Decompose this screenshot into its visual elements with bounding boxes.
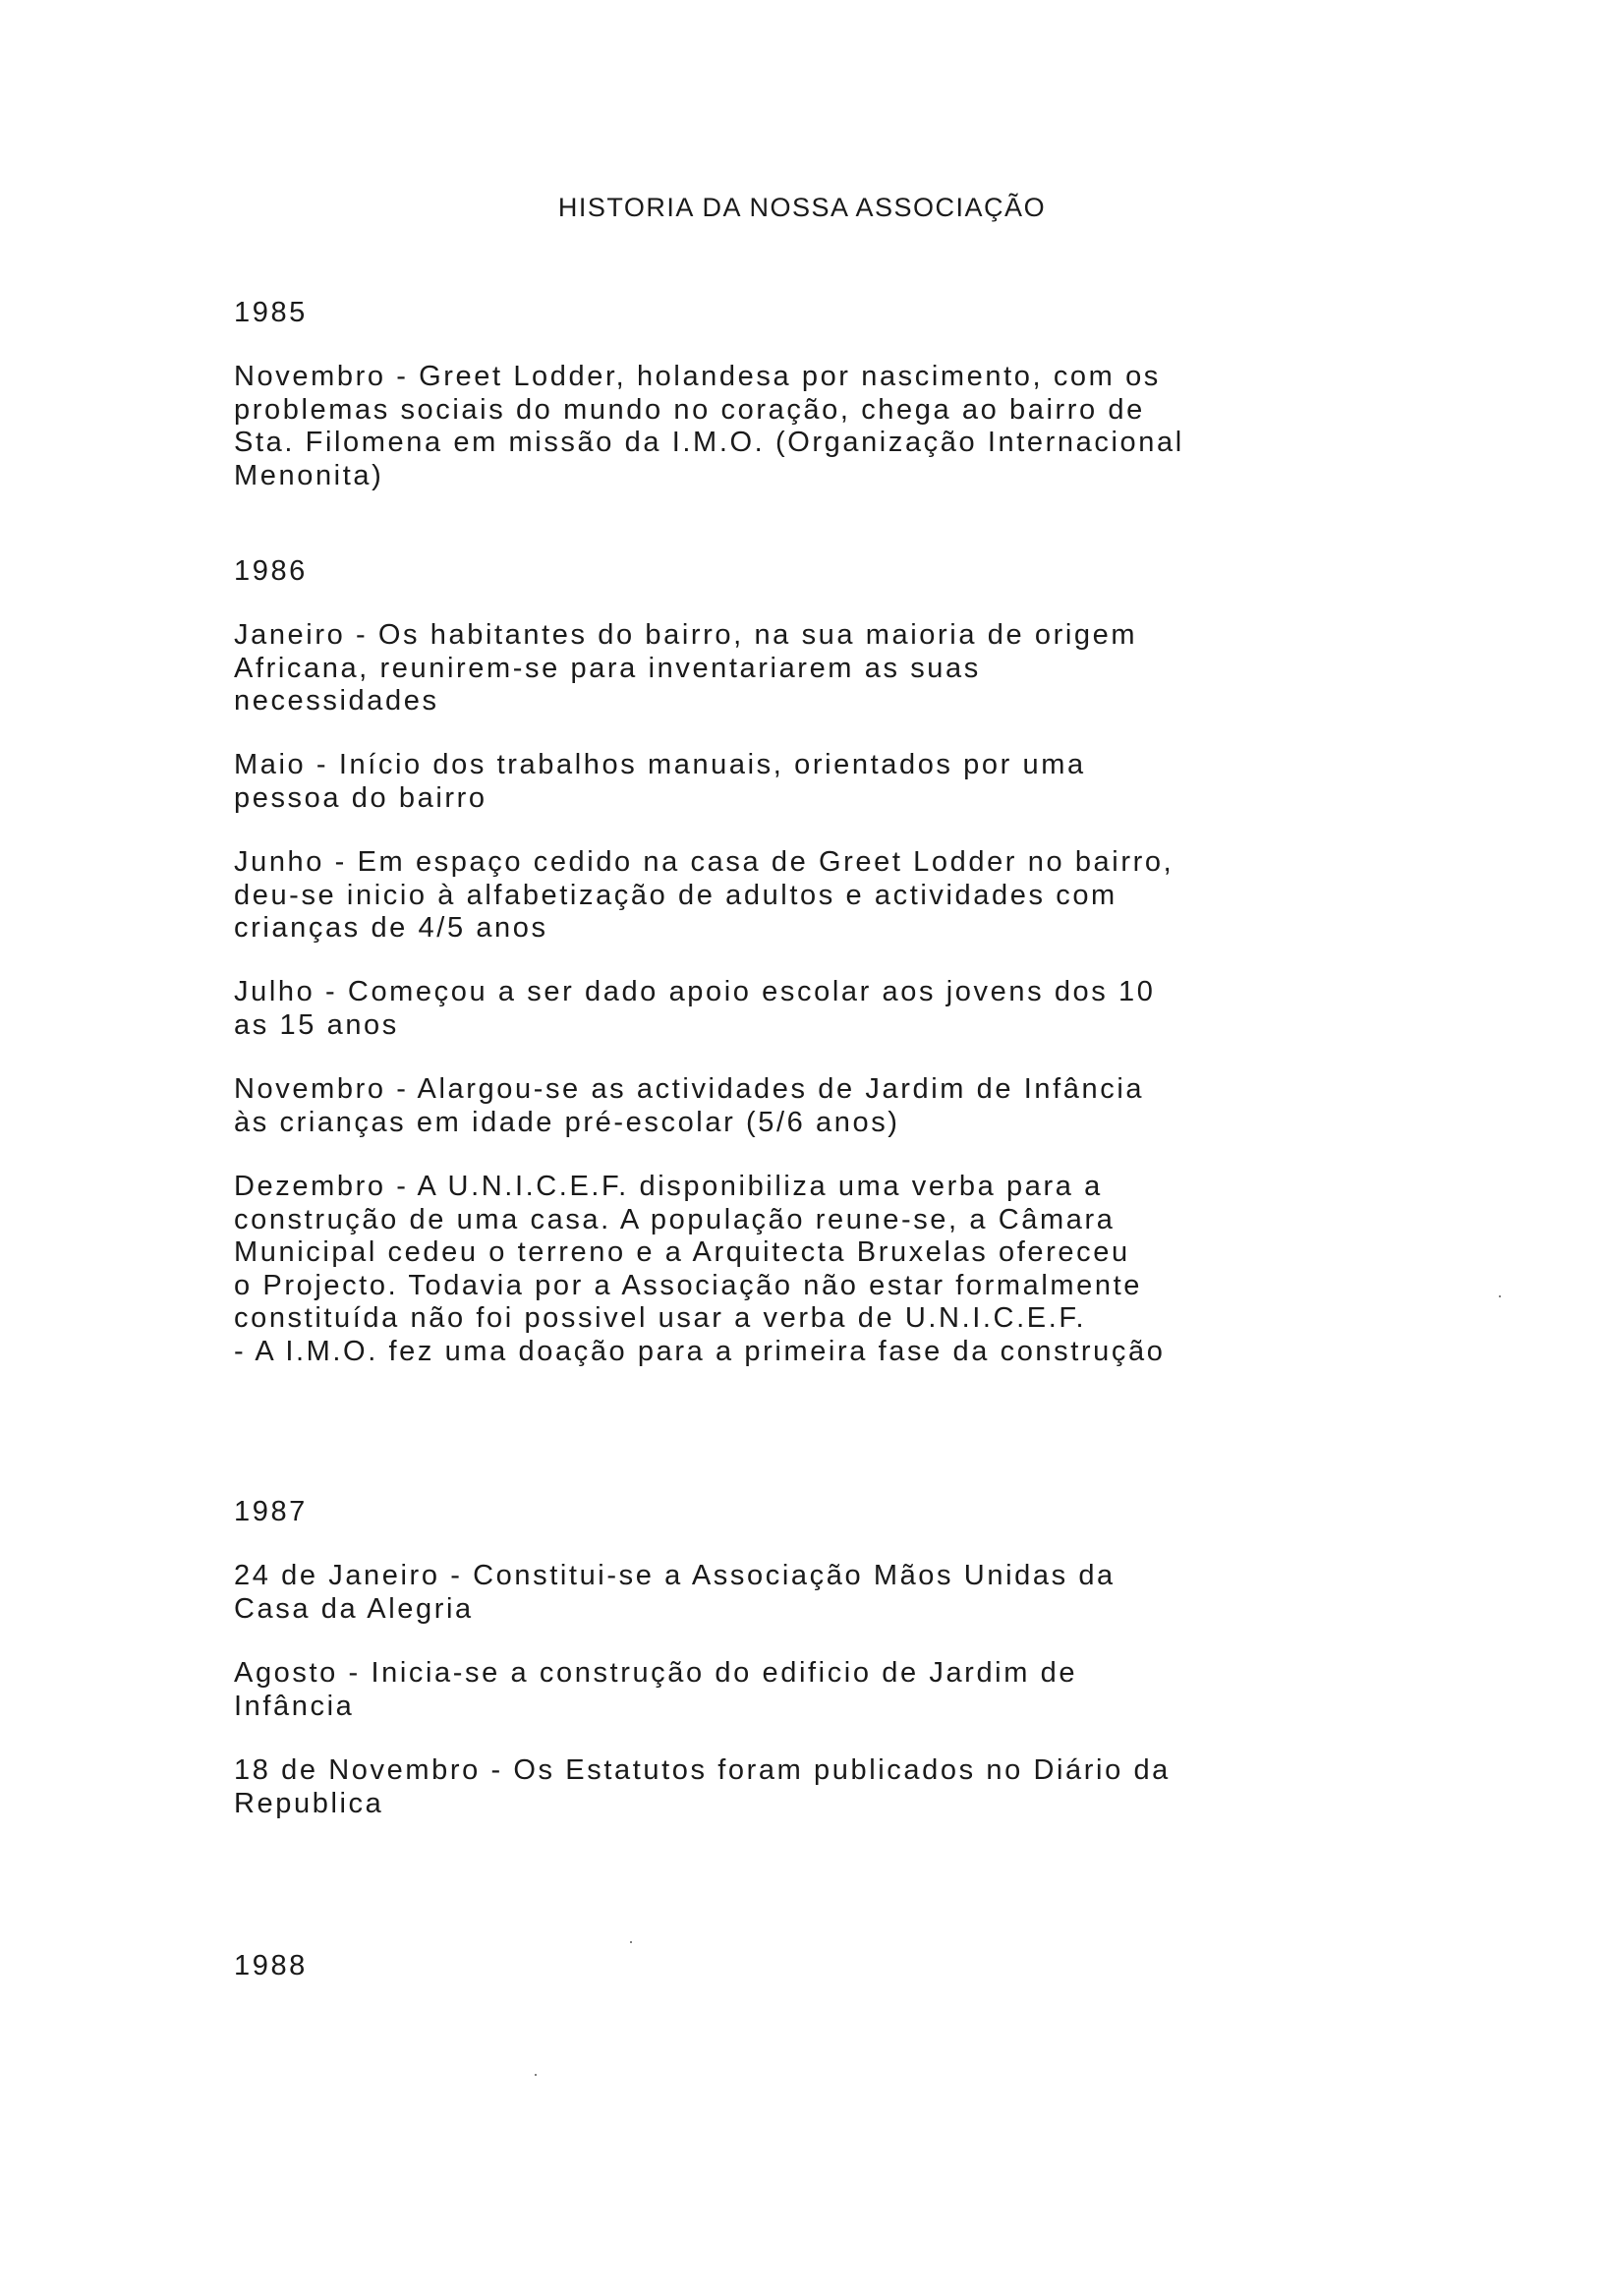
entry-line: Sta. Filomena em missão da I.M.O. (Organização Internacional: [234, 427, 1184, 458]
entry-line: crianças de 4/5 anos: [234, 912, 548, 944]
entry-line: Novembro - Alargou-se as actividades de Jardim de Infância: [234, 1073, 1145, 1105]
entry-line: Municipal cedeu o terreno e a Arquitecta Bruxelas ofereceu: [234, 1236, 1130, 1268]
entry-1986-janeiro: [234, 619, 1443, 718]
year-heading-1988: 1988: [234, 1950, 308, 1981]
year-heading-1985: 1985: [234, 297, 308, 328]
entry-line: - A I.M.O. fez uma doação para a primeira fase da construção: [234, 1335, 1166, 1367]
entry-line: Novembro - Greet Lodder, holandesa por nascimento, com os: [234, 361, 1161, 392]
entry-line: Maio - Início dos trabalhos manuais, orientados por uma: [234, 749, 1086, 780]
entry-line: às crianças em idade pré-escolar (5/6 anos): [234, 1106, 900, 1138]
entry-line: Infância: [234, 1690, 355, 1722]
entry-line: Menonita): [234, 459, 384, 491]
entry-1986-novembro: [234, 1073, 1443, 1139]
entry-1985-novembro: [234, 361, 1443, 492]
entry-1986-dezembro: [234, 1171, 1443, 1368]
entry-line: constituída não foi possivel usar a verba de U.N.I.C.E.F.: [234, 1302, 1087, 1334]
entry-line: Casa da Alegria: [234, 1592, 474, 1625]
entry-1987-24-janeiro: [234, 1560, 1443, 1626]
entry-line: Janeiro - Os habitantes do bairro, na sua maioria de origem: [234, 619, 1138, 651]
entry-1987-agosto: [234, 1657, 1443, 1723]
entry-line: 18 de Novembro - Os Estatutos foram publicados no Diário da: [234, 1754, 1171, 1786]
entry-line: Agosto - Inicia-se a construção do edificio de Jardim de: [234, 1657, 1078, 1689]
entry-1986-julho: [234, 976, 1443, 1042]
entry-line: as 15 anos: [234, 1008, 399, 1041]
entry-line: deu-se inicio à alfabetização de adultos e actividades com: [234, 879, 1117, 911]
document-title: HISTORIA DA NOSSA ASSOCIAÇÃO: [557, 193, 1047, 222]
entry-line: Africana, reunirem-se para inventariarem as suas: [234, 652, 981, 684]
entry-1986-maio: [234, 749, 1443, 815]
scan-speck: [630, 1941, 632, 1943]
entry-line: Dezembro - A U.N.I.C.E.F. disponibiliza uma verba para a: [234, 1171, 1103, 1202]
entry-line: construção de uma casa. A população reune-se, a Câmara: [234, 1203, 1116, 1235]
entry-line: necessidades: [234, 685, 439, 717]
entry-1987-18-novembro: [234, 1754, 1443, 1820]
entry-line: problemas sociais do mundo no coração, chega ao bairro de: [234, 393, 1145, 426]
year-heading-1987: 1987: [234, 1496, 308, 1527]
scan-speck: [535, 2074, 537, 2076]
entry-line: 24 de Janeiro - Constitui-se a Associação Mãos Unidas da: [234, 1560, 1116, 1591]
entry-1986-junho: [234, 846, 1443, 946]
entry-line: Republica: [234, 1787, 384, 1819]
entry-line: pessoa do bairro: [234, 781, 487, 814]
scan-speck: [1499, 1295, 1501, 1297]
entry-line: Julho - Começou a ser dado apoio escolar aos jovens dos 10: [234, 976, 1156, 1007]
entry-line: o Projecto. Todavia por a Associação não estar formalmente: [234, 1269, 1143, 1301]
year-heading-1986: 1986: [234, 555, 308, 587]
entry-line: Junho - Em espaço cedido na casa de Greet Lodder no bairro,: [234, 846, 1174, 878]
